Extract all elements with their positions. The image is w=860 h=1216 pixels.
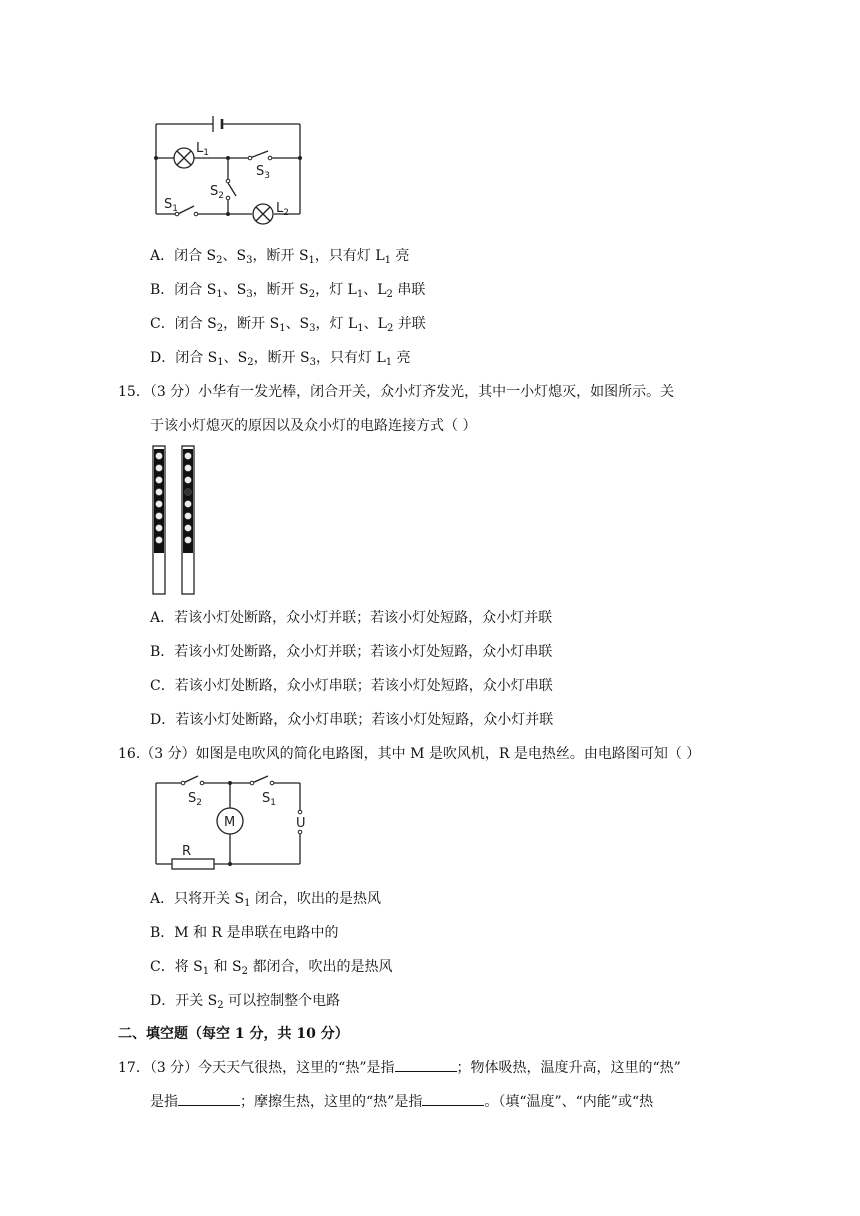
label-S1: S xyxy=(262,791,271,806)
q17-line1: 17．（3 分）今天天气很热，这里的“热”是指 ；物体吸热，温度升高，这里的“热” xyxy=(118,1060,681,1076)
svg-text:S2: $S_2$ xyxy=(188,791,202,808)
svg-text:S2: $S_2$ xyxy=(210,184,224,201)
label-S2: S xyxy=(188,791,197,806)
label-R: R xyxy=(182,844,192,859)
q15-option-b: B．若该小灯处断路，众小灯并联；若该小灯处短路，众小灯串联 xyxy=(150,644,553,660)
q16-option-a: A．只将开关 $S_1$ 闭合，吹出的是热风 xyxy=(150,891,381,909)
q14-option-c: C．闭合 $S_2$，断开 $S_1$、$S_3$，灯 $L_1$、$L_2$ 并联 xyxy=(150,316,426,334)
label-S1: S xyxy=(164,197,173,212)
q17-line2: 是指 ；摩擦生热，这里的“热”是指 。（填“温度”、“内能”或“热 xyxy=(150,1094,654,1110)
answer-blank-1[interactable] xyxy=(395,1059,457,1072)
svg-text:S3: $S_3$ xyxy=(256,164,270,181)
q14-option-a: A．闭合 $S_2$、$S_3$，断开 $S_1$，只有灯 $L_1$ 亮 xyxy=(150,248,410,266)
label-S2: S xyxy=(210,184,219,199)
q14-option-d: D．闭合 $S_1$、$S_2$，断开 $S_3$，只有灯 $L_1$ 亮 xyxy=(150,350,411,368)
label-M: M xyxy=(224,815,236,830)
q15-stem-line1: 15．（3 分）小华有一发光棒，闭合开关，众小灯齐发光，其中一小灯熄灭，如图所示。关 xyxy=(118,384,675,400)
svg-text:L2: $L_2$ xyxy=(276,201,289,218)
q16-stem: 16.（3 分）如图是电吹风的简化电路图，其中 M 是吹风机，R 是电热丝。由电路图可知（ ） xyxy=(118,746,701,762)
label-U: U xyxy=(296,816,306,831)
q15-stem-line2: 于该小灯熄灭的原因以及众小灯的电路连接方式（ ） xyxy=(150,418,477,434)
q16-option-d: D．开关 $S_2$ 可以控制整个电路 xyxy=(150,993,341,1011)
svg-text:L1: $L_1$ xyxy=(196,141,209,158)
label-L1: L xyxy=(196,141,204,156)
answer-blank-3[interactable] xyxy=(422,1093,484,1106)
q15-option-d: D．若该小灯处断路，众小灯串联；若该小灯处短路，众小灯并联 xyxy=(150,712,554,728)
q16-option-b: B．M 和 R 是串联在电路中的 xyxy=(150,925,339,941)
label-L2: L xyxy=(276,201,284,216)
svg-text:S1: $S_1$ xyxy=(262,791,276,808)
q16-option-c: C．将 $S_1$ 和 $S_2$ 都闭合，吹出的是热风 xyxy=(150,959,393,977)
section-title: 二、填空题（每空 1 分，共 10 分） xyxy=(118,1026,349,1042)
answer-blank-2[interactable] xyxy=(178,1093,240,1106)
label-S3: S xyxy=(256,164,265,179)
q15-option-c: C．若该小灯处断路，众小灯串联；若该小灯处短路，众小灯串联 xyxy=(150,678,553,694)
svg-text:S1: $S_1$ xyxy=(164,197,178,214)
q15-option-a: A．若该小灯处断路，众小灯并联；若该小灯处短路，众小灯并联 xyxy=(150,610,553,626)
q14-option-b: B．闭合 $S_1$、$S_3$，断开 $S_2$，灯 $L_1$、$L_2$ 串联 xyxy=(150,282,426,300)
